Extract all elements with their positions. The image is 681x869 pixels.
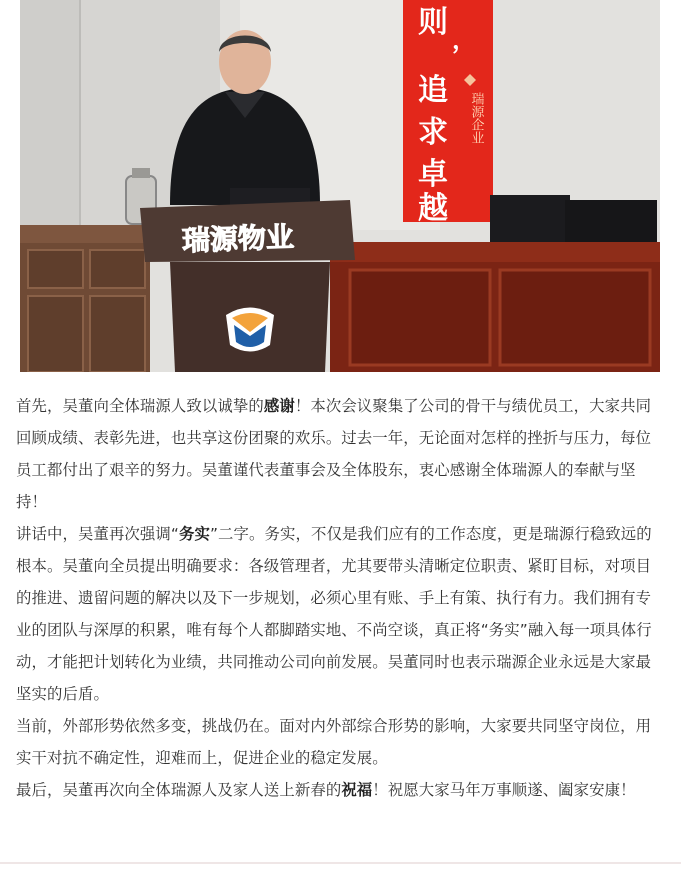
paragraph-thanks [16, 390, 666, 518]
paragraph-challenges: 当前，外部形势依然多变，挑战仍在。面对内外部综合形势的影响，大家要共同坚守岗位，用实干对抗不确定性，迎难而上，促进企业的稳定发展。 [16, 717, 652, 767]
speech-photo [20, 0, 660, 372]
p1-text-before: 首先，吴董向全体瑞源人致以诚挚的 [16, 397, 264, 415]
paragraph-blessings [16, 774, 666, 806]
banner-char-1: 则 [418, 5, 448, 40]
p4-text-after: ！祝愿大家马年万事顺遂、阖家安康！ [372, 781, 636, 799]
p2-bold-pragmatism: 务实 [178, 525, 210, 543]
p4-text-before: 最后，吴董再次向全体瑞源人及家人送上新春的 [16, 781, 342, 799]
podium-sign: 瑞源物业 [181, 220, 295, 258]
speech-photo-illustration [20, 0, 660, 372]
banner-char-5: 卓 [418, 157, 448, 192]
banner-small-text: 瑞源企业 [468, 92, 484, 144]
banner-char-3: 追 [418, 73, 448, 108]
company-logo-icon [226, 308, 274, 352]
p2-text-before: 讲话中，吴董再次强调“ [16, 525, 179, 543]
banner-char-4: 求 [418, 115, 448, 150]
p1-text-after: ！本次会议聚集了公司的骨干与绩优员工，大家共同回顾成绩、表彰先进，也共享这份团聚的欢乐。过去一年，无论面对怎样的挫折与压力，每位员工都付出了艰辛的努力。吴董谨代表董事会及全体股东，衷心感谢全体瑞源人的奉献与坚持！ [16, 397, 652, 511]
article-body [16, 390, 666, 806]
banner-char-2: ， [452, 26, 476, 54]
paragraph-pragmatism [16, 518, 666, 710]
banner-char-6: 越 [418, 191, 448, 226]
bottom-divider [0, 862, 681, 864]
p4-bold-blessing: 祝福 [341, 781, 373, 799]
p2-text-after: ”二字。务实，不仅是我们应有的工作态度，更是瑞源行稳致远的根本。吴董向全员提出明确要求：各级管理者，尤其要带头清晰定位职责、紧盯目标，对项目的推进、遗留问题的解决以及下一步规划，必须心里有账、手上有策、执行有力。我们拥有专业的团队与深厚的积累，唯有每个人都脚踏实地、不尚空谈，真正将“务实”融入每一项具体行动，才能把计划转化为业绩，共同推动公司向前发展。吴董同时也表示瑞源企业永远是大家最坚实的后盾。 [16, 525, 652, 703]
p1-bold-thanks: 感谢 [263, 397, 295, 415]
